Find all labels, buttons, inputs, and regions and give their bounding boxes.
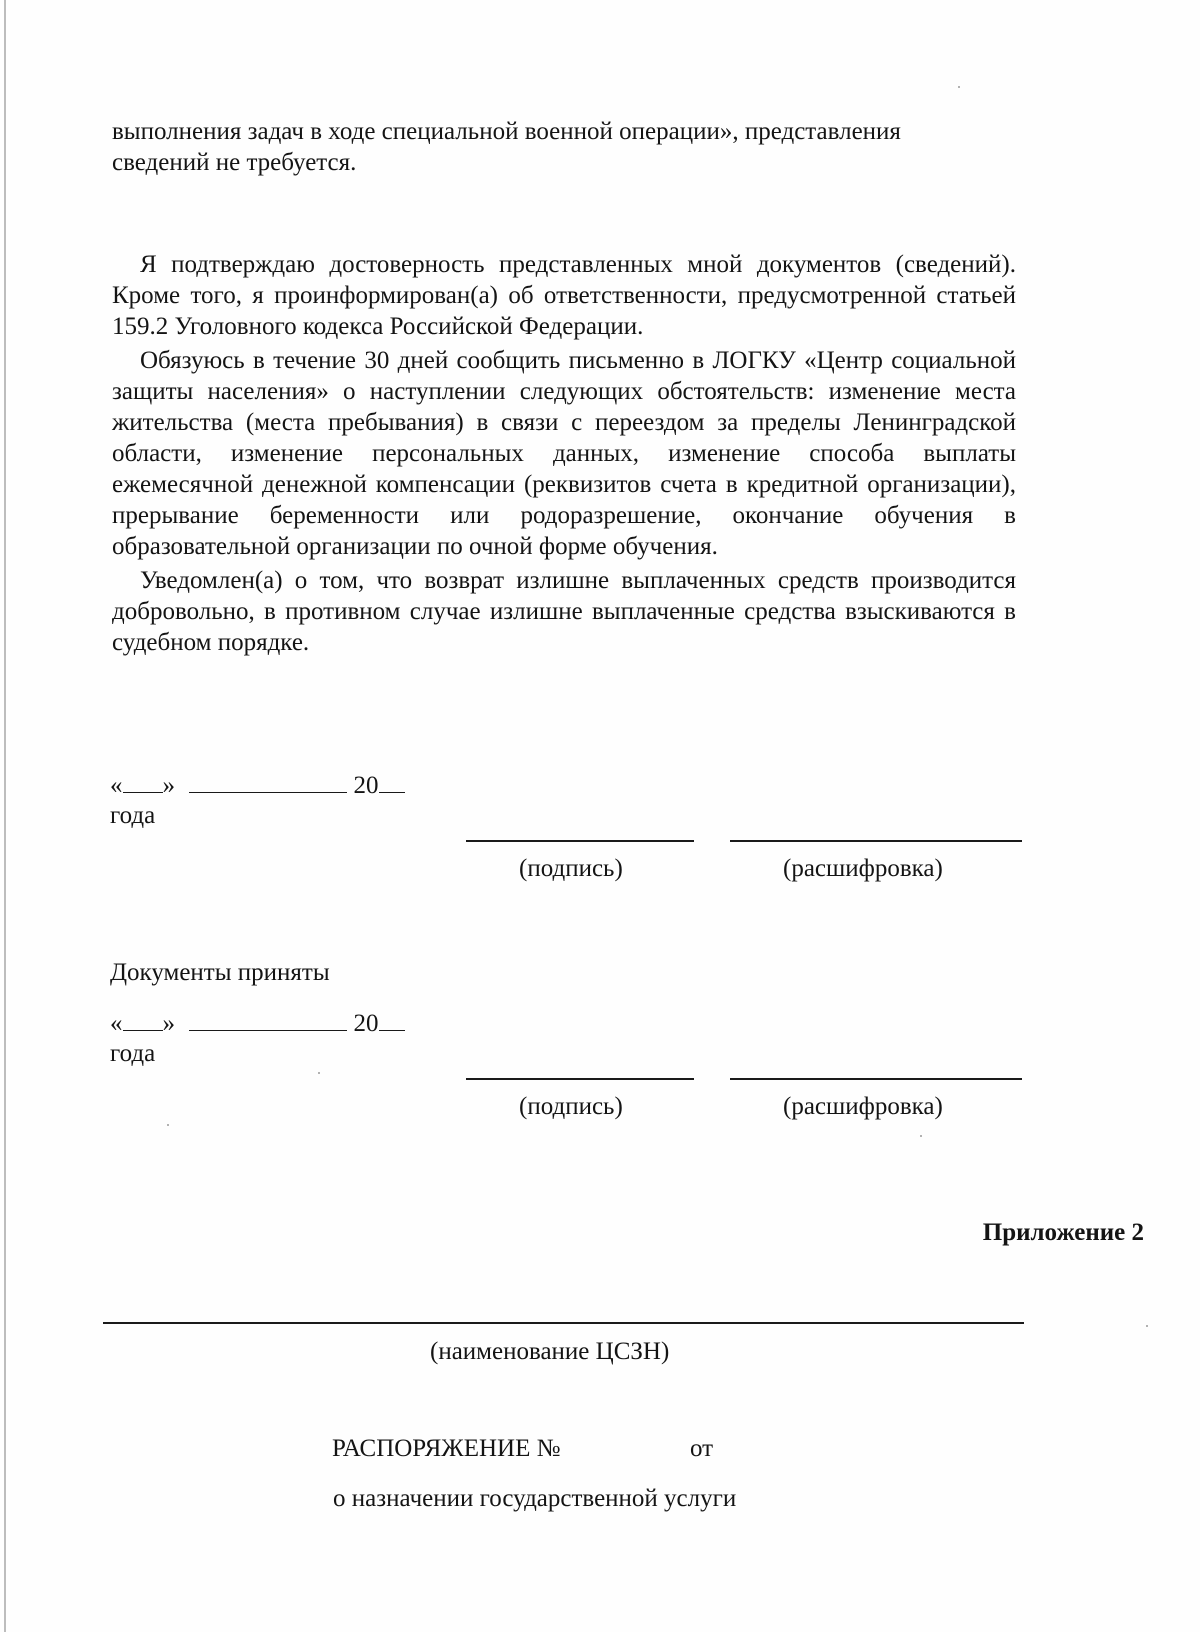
order-subject: о назначении государственной услуги — [333, 1485, 737, 1512]
month-blank[interactable] — [189, 770, 347, 793]
decoding-caption-2: (расшифровка) — [783, 1093, 943, 1120]
scan-left-edge — [4, 0, 6, 1632]
order-title: РАСПОРЯЖЕНИЕ № — [332, 1435, 561, 1462]
org-name-line[interactable] — [103, 1322, 1024, 1324]
quote-open: « — [110, 1010, 123, 1037]
day-blank[interactable] — [123, 1008, 163, 1031]
intro-text — [112, 116, 1016, 178]
month-blank[interactable] — [189, 1008, 347, 1031]
year-word-2: года — [110, 1040, 156, 1067]
scan-speck — [920, 1135, 922, 1137]
scan-speck — [958, 86, 960, 88]
scan-speck — [1146, 1325, 1148, 1327]
order-from: от — [690, 1435, 714, 1462]
year-prefix: 20 — [353, 772, 379, 799]
quote-close: » — [162, 1010, 175, 1037]
notice-paragraph: Уведомлен(а) о том, что возврат излишне выплаченных средств производится добровольно, в противном случае излишне выплаченные средства взыскиваются в судебном порядке. — [112, 567, 1016, 656]
year-prefix: 20 — [353, 1010, 379, 1037]
date-field-1 — [110, 770, 405, 801]
signature-line-2[interactable] — [466, 1078, 694, 1080]
decoding-line-1[interactable] — [730, 840, 1022, 842]
obligation-paragraph: Обязуюсь в течение 30 дней сообщить письменно в ЛОГКУ «Центр социальной защиты населения» о наступлении следующих обстоятельств: изменение места жительства (места пребывания) в связи с переездом за пределы Ленинградской области, изменение персональных данных, изменение способа выплаты ежемесячной денежной компенсации (реквизитов счета в кредитной организации), прерывание беременности или родоразрешение, окончание обучения в образовательной организации по очной форме обучения. — [112, 347, 1016, 560]
decoding-line-2[interactable] — [730, 1078, 1022, 1080]
scan-speck — [318, 1072, 320, 1074]
signature-caption-1: (подпись) — [519, 855, 623, 882]
intro-line-2: сведений не требуется. — [112, 149, 357, 176]
year-blank[interactable] — [379, 770, 405, 793]
statement-paragraphs — [112, 249, 1016, 658]
signature-line-1[interactable] — [466, 840, 694, 842]
quote-open: « — [110, 772, 123, 799]
appendix-title: Приложение 2 — [982, 1219, 1144, 1246]
scan-speck — [167, 1124, 169, 1126]
org-name-caption: (наименование ЦСЗН) — [430, 1338, 670, 1365]
date-field-2 — [110, 1008, 405, 1039]
year-word-1: года — [110, 802, 156, 829]
intro-line-1: выполнения задач в ходе специальной военной операции», представления — [112, 118, 901, 145]
year-blank[interactable] — [379, 1008, 405, 1031]
decoding-caption-1: (расшифровка) — [783, 855, 943, 882]
quote-close: » — [162, 772, 175, 799]
documents-accepted-label: Документы приняты — [110, 959, 330, 986]
day-blank[interactable] — [123, 770, 163, 793]
confirmation-paragraph: Я подтверждаю достоверность представленных мной документов (сведений). Кроме того, я проинформирован(а) об ответственности, предусмотренной статьей 159.2 Уголовного кодекса Российской Федерации. — [112, 251, 1016, 340]
signature-caption-2: (подпись) — [519, 1093, 623, 1120]
